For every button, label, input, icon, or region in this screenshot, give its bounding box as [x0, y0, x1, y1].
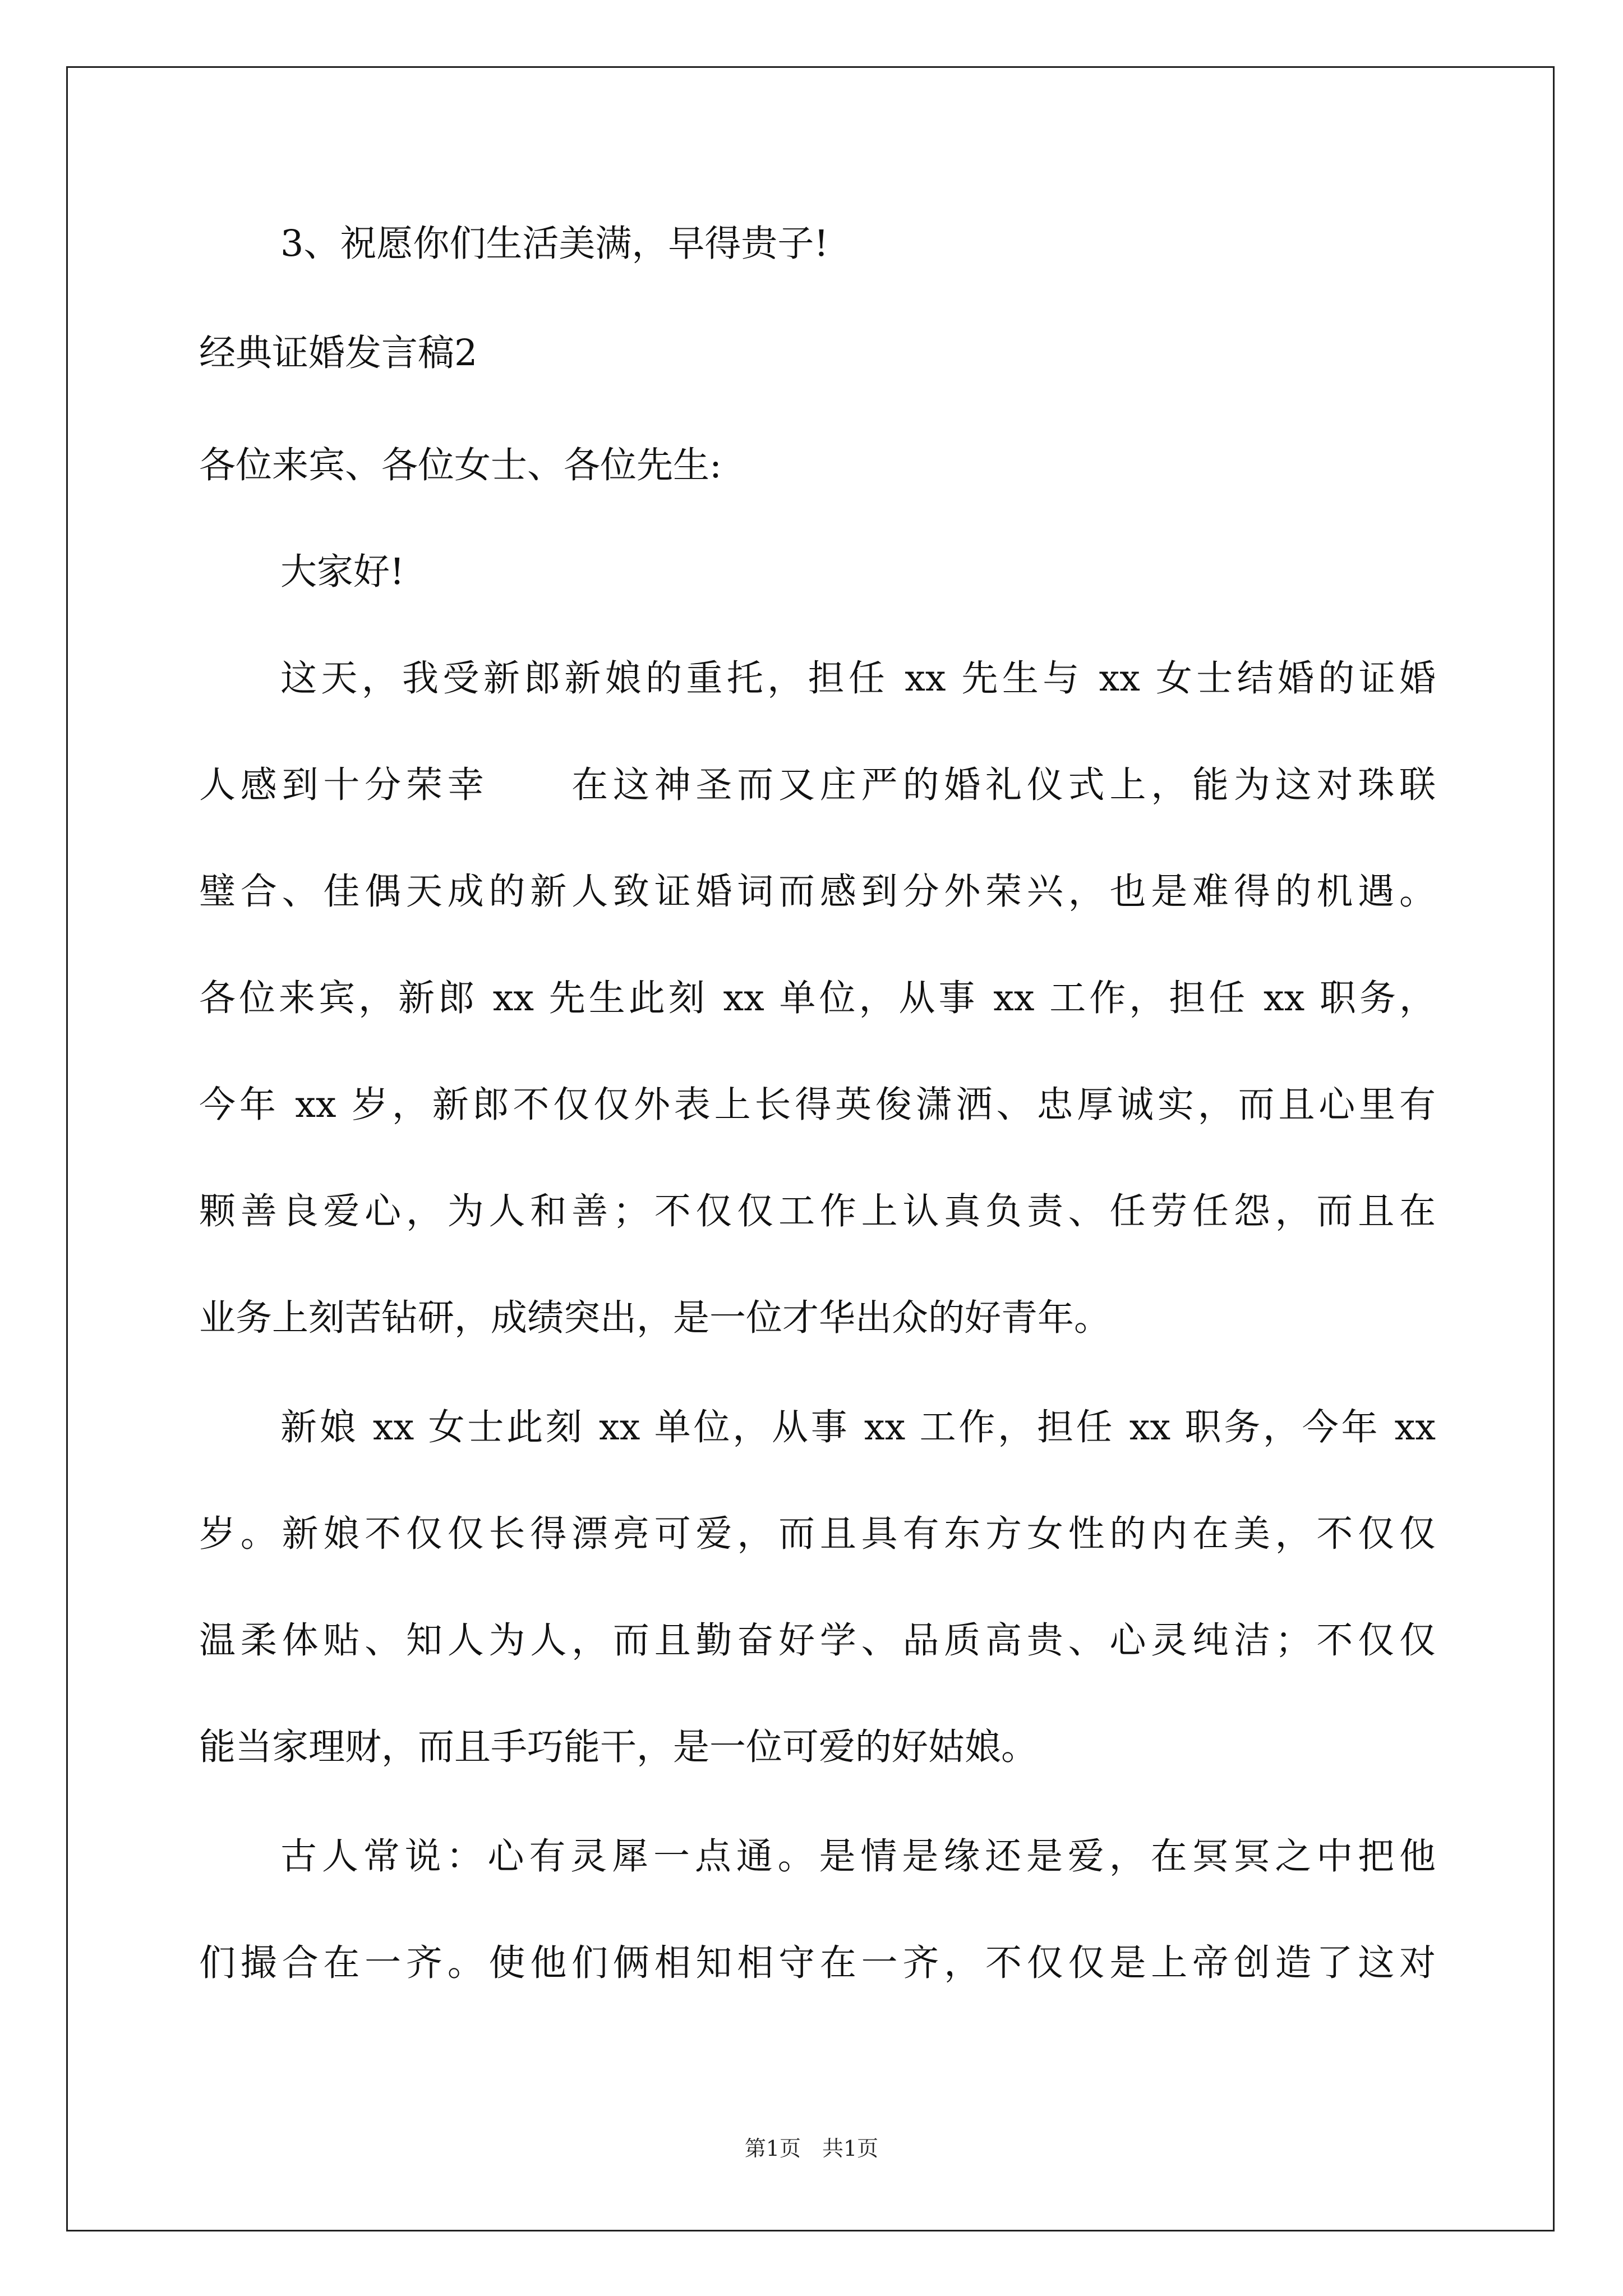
paragraph-line: 岁。新娘不仅仅长得漂亮可爱，而且具有东方女性的内在美，不仅仅 — [199, 1513, 1436, 1555]
paragraph-line: 各位来宾，新郎 xx 先生此刻 xx 单位，从事 xx 工作，担任 xx 职务， — [199, 977, 1436, 1019]
paragraph-line: 古人常说：心有灵犀一点通。是情是缘还是爱，在冥冥之中把他 — [280, 1835, 1436, 1878]
salutation: 各位来宾、各位女士、各位先生: — [199, 444, 722, 486]
paragraph-line: 业务上刻苦钻研，成绩突出，是一位才华出众的好青年。 — [199, 1297, 1111, 1339]
page-number-footer: 第1页 共1页 — [744, 2136, 879, 2161]
section-heading: 经典证婚发言稿2 — [199, 332, 478, 374]
page-frame — [66, 66, 1555, 2231]
paragraph-line: 们撮合在一齐。使他们俩相知相守在一齐，不仅仅是上帝创造了这对 — [199, 1942, 1436, 1984]
paragraph-line: 人感到十分荣幸 在这神圣而又庄严的婚礼仪式上，能为这对珠联 — [199, 764, 1436, 806]
paragraph-line: 璧合、佳偶天成的新人致证婚词而感到分外荣兴，也是难得的机遇。 — [199, 871, 1436, 913]
paragraph-line: 今年 xx 岁，新郎不仅仅外表上长得英俊潇洒、忠厚诚实，而且心里有 — [199, 1084, 1436, 1126]
paragraph-line: 这天，我受新郎新娘的重托，担任 xx 先生与 xx 女士结婚的证婚 — [280, 657, 1436, 700]
paragraph-line: 颗善良爱心，为人和善；不仅仅工作上认真负责、任劳任怨，而且在 — [199, 1190, 1436, 1232]
greeting: 大家好! — [280, 551, 405, 593]
paragraph-line: 新娘 xx 女士此刻 xx 单位，从事 xx 工作，担任 xx 职务，今年 xx — [280, 1406, 1436, 1448]
paragraph-line: 温柔体贴、知人为人，而且勤奋好学、品质高贵、心灵纯洁；不仅仅 — [199, 1619, 1436, 1662]
paragraph-line: 3、祝愿你们生活美满，早得贵子! — [280, 223, 829, 265]
paragraph-line: 能当家理财，而且手巧能干，是一位可爱的好姑娘。 — [199, 1726, 1038, 1768]
